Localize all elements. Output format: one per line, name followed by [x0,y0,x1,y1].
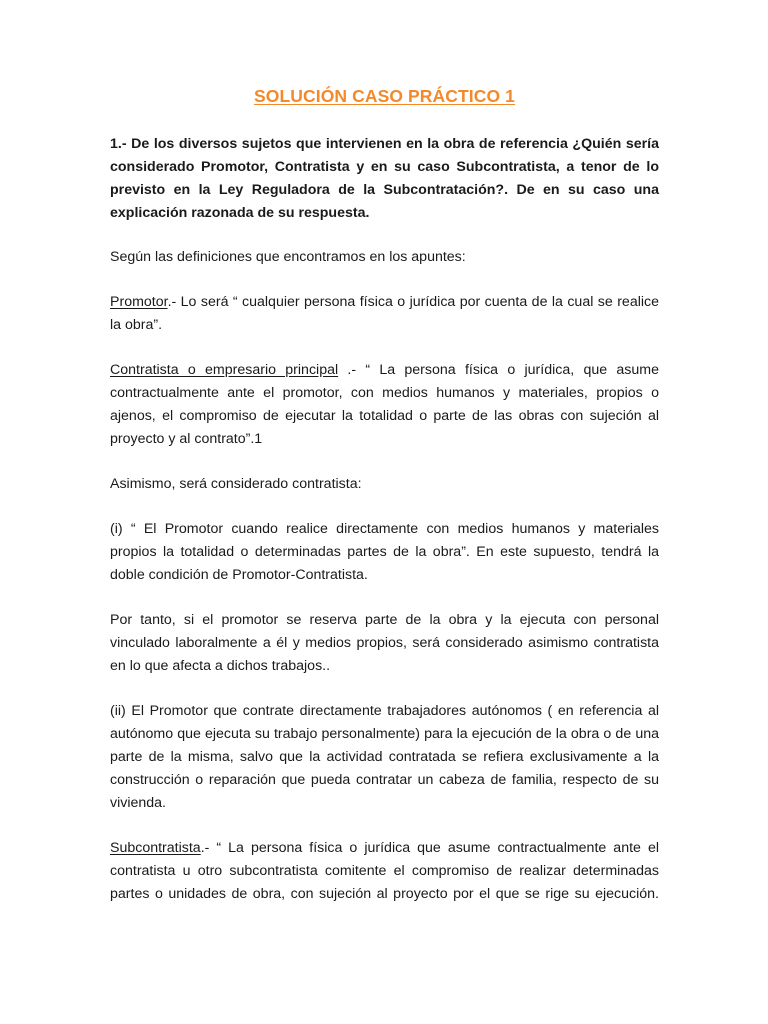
question-paragraph: 1.- De los diversos sujetos que intervienen en la obra de referencia ¿Quién sería considerado Promotor, Contratista y en su caso Subcontratista, a tenor de lo previsto en la Ley Reguladora de la Subcontratación?. De en su caso una explicación razonada de su respuesta. [110,136,659,221]
asimismo-paragraph: Asimismo, será considerado contratista: [110,476,362,492]
document-title: SOLUCIÓN CASO PRÁCTICO 1 [253,86,516,106]
promotor-text: .- Lo será “ cualquier persona física o jurídica por cuenta de la cual se realice la obra”. [110,294,659,333]
item-ii-paragraph: (ii) El Promotor que contrate directamente trabajadores autónomos ( en referencia al autónomo que ejecuta su trabajo personalmente) para la ejecución de la obra o de una parte de la misma, salvo que la actividad contratada se refiera exclusivamente a la construcción o reparación que pueda contratar un cabeza de familia, respecto de su vivienda. [110,703,659,811]
contratista-definition [110,359,659,451]
contratista-term: Contratista o empresario principal [110,362,339,378]
intro-paragraph: Según las definiciones que encontramos en los apuntes: [110,249,466,265]
item-i-paragraph: (i) “ El Promotor cuando realice directamente con medios humanos y materiales propios la totalidad o determinadas partes de la obra”. En este supuesto, tendrá la doble condición de Promotor-Contratista. [110,521,659,583]
promotor-definition [110,291,659,337]
subcontratista-definition [110,837,659,906]
document-body [110,86,659,928]
promotor-term: Promotor [110,294,168,310]
por-tanto-paragraph: Por tanto, si el promotor se reserva parte de la obra y la ejecuta con personal vinculado laboralmente a él y medios propios, será considerado asimismo contratista en lo que afecta a dichos trabajos.. [110,612,659,674]
subcontratista-text: .- “ La persona física o jurídica que asume contractualmente ante el contratista u otro subcontratista comitente el compromiso de realizar determinadas partes o unidades de obra, con sujeción al proyecto por el que se rige su ejecución. [110,840,659,902]
subcontratista-term: Subcontratista [110,840,201,856]
contratista-text: .- “ La persona física o jurídica, que asume contractualmente ante el promotor, con medios humanos y materiales, propios o ajenos, el compromiso de ejecutar la totalidad o parte de las obras con sujeción al proyecto y al contrato”.1 [110,362,659,447]
